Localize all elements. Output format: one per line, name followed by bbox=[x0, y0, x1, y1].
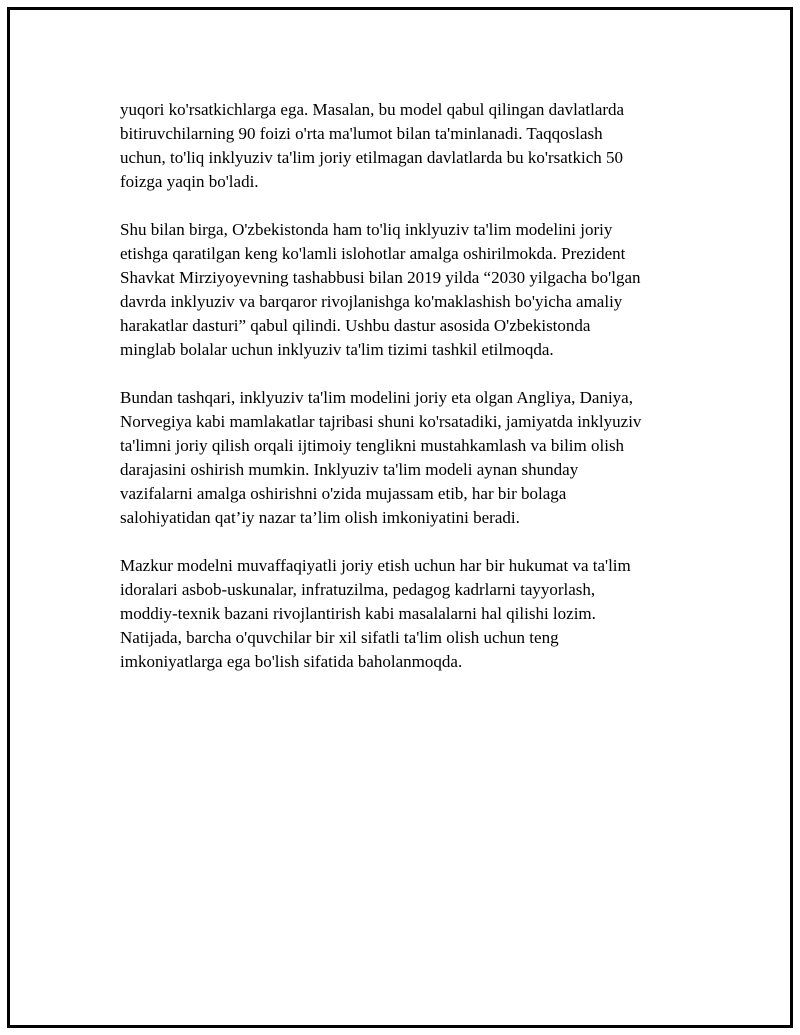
text-line: Mazkur modelni muvaffaqiyatli joriy etish uchun har bir hukumat va ta'lim bbox=[120, 556, 631, 575]
text-line: davrda inklyuziv va barqaror rivojlanishga ko'maklashish bo'yicha amaliy bbox=[120, 292, 623, 311]
text-line: Shu bilan birga, O'zbekistonda ham to'liq inklyuziv ta'lim modelini joriy bbox=[120, 220, 613, 239]
text-line: yuqori ko'rsatkichlarga ega. Masalan, bu model qabul qilingan davlatlarda bbox=[120, 100, 625, 119]
text-line: Natijada, barcha o'quvchilar bir xil sifatli ta'lim olish uchun teng bbox=[120, 628, 559, 647]
paragraph-1 bbox=[120, 98, 690, 194]
text-line: imkoniyatlarga ega bo'lish sifatida baholanmoqda. bbox=[120, 652, 463, 671]
text-line: Bundan tashqari, inklyuziv ta'lim modelini joriy eta olgan Angliya, Daniya, bbox=[120, 388, 633, 407]
text-line: ta'limni joriy qilish orqali ijtimoiy tenglikni mustahkamlash va bilim olish bbox=[120, 436, 625, 455]
text-line: minglab bolalar uchun inklyuziv ta'lim tizimi tashkil etilmoqda. bbox=[120, 340, 554, 359]
text-line: darajasini oshirish mumkin. Inklyuziv ta'lim modeli aynan shunday bbox=[120, 460, 579, 479]
document-body bbox=[120, 98, 690, 698]
text-line: Norvegiya kabi mamlakatlar tajribasi shuni ko'rsatadiki, jamiyatda inklyuziv bbox=[120, 412, 642, 431]
text-line: idoralari asbob-uskunalar, infratuzilma, pedagog kadrlarni tayyorlash, bbox=[120, 580, 596, 599]
paragraph-2 bbox=[120, 218, 690, 362]
paragraph-4 bbox=[120, 554, 690, 674]
text-line: harakatlar dasturi” qabul qilindi. Ushbu dastur asosida O'zbekistonda bbox=[120, 316, 591, 335]
text-line: Shavkat Mirziyoyevning tashabbusi bilan 2019 yilda “2030 yilgacha bo'lgan bbox=[120, 268, 641, 287]
text-line: vazifalarni amalga oshirishni o'zida mujassam etib, har bir bolaga bbox=[120, 484, 567, 503]
paragraph-3 bbox=[120, 386, 690, 530]
text-line: foizga yaqin bo'ladi. bbox=[120, 172, 259, 191]
text-line: moddiy-texnik bazani rivojlantirish kabi masalalarni hal qilishi lozim. bbox=[120, 604, 596, 623]
page-frame bbox=[7, 7, 793, 1028]
text-line: bitiruvchilarning 90 foizi o'rta ma'lumot bilan ta'minlanadi. Taqqoslash bbox=[120, 124, 603, 143]
text-line: etishga qaratilgan keng ko'lamli islohotlar amalga oshirilmokda. Prezident bbox=[120, 244, 626, 263]
text-line: salohiyatidan qat’iy nazar ta’lim olish imkoniyatini beradi. bbox=[120, 508, 520, 527]
text-line: uchun, to'liq inklyuziv ta'lim joriy etilmagan davlatlarda bu ko'rsatkich 50 bbox=[120, 148, 624, 167]
